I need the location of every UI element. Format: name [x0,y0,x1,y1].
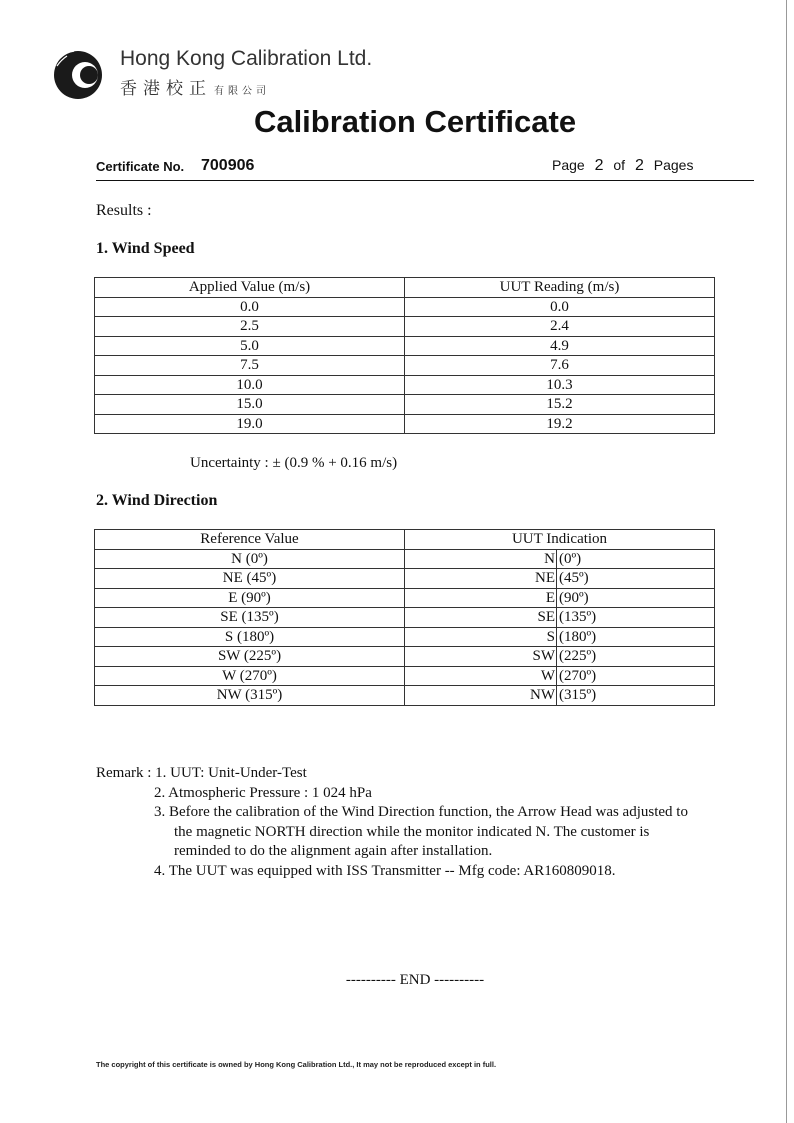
table-header-row [95,278,715,298]
certificate-info-row [96,156,754,180]
pages-word: Pages [653,157,694,173]
applied-value: 5.0 [95,336,405,356]
uut-direction: SW [405,647,557,666]
uut-reading: 7.6 [405,356,715,376]
table-row [95,588,715,608]
table-row [95,549,715,569]
table-row [95,686,715,706]
page-total: 2 [634,157,644,174]
applied-value: 2.5 [95,317,405,337]
applied-value: 10.0 [95,375,405,395]
wind-speed-heading: 1. Wind Speed [96,240,195,257]
uut-direction: NE [405,569,557,588]
page-title: Calibration Certificate [253,104,577,139]
wind-direction-table [94,529,715,706]
end-marker: ---------- END ---------- [345,972,485,988]
page-current: 2 [594,157,604,174]
uut-degrees: (270º) [559,667,597,684]
uut-indication [405,686,715,706]
uut-degrees: (45º) [559,570,589,586]
uut-reading: 19.2 [405,414,715,434]
table-row [95,356,715,376]
uut-reading: 4.9 [405,336,715,356]
applied-value: 15.0 [95,395,405,415]
uut-degrees: (180º) [559,628,597,645]
page-of-word: of [613,157,626,173]
crescent-logo-icon [52,48,106,102]
remarks-section [96,764,736,881]
reference-value: SE (135º) [95,608,405,628]
column-header-uut-indication: UUT Indication [405,530,715,550]
certificate-number: 700906 [201,157,255,174]
table-row [95,317,715,337]
uut-indication [405,549,715,569]
table-row [95,395,715,415]
table-row [95,569,715,589]
uut-reading: 15.2 [405,395,715,415]
column-header-uut-reading: UUT Reading (m/s) [405,278,715,298]
uut-indication [405,588,715,608]
wind-speed-table [94,277,715,434]
page-word: Page [552,157,585,173]
table-row [95,647,715,667]
table-header-row [95,530,715,550]
reference-value: W (270º) [95,666,405,686]
table-row [95,297,715,317]
company-name-chinese-main: 香港校正 [120,79,212,99]
certificate-number-label: Certificate No. [96,159,185,174]
uut-reading: 0.0 [405,297,715,317]
remark-item-continuation: reminded to do the alignment again after installation. [174,843,493,859]
company-name-chinese [120,74,270,99]
reference-value: NW (315º) [95,686,405,706]
applied-value: 0.0 [95,297,405,317]
uut-degrees: (0º) [559,550,582,567]
column-header-reference: Reference Value [95,530,405,550]
remark-item: 4. The UUT was equipped with ISS Transmitter -- Mfg code: AR160809018. [154,862,616,879]
uut-direction: N [405,550,557,569]
column-header-applied: Applied Value (m/s) [95,278,405,298]
uut-direction: NW [405,686,557,705]
uut-indication [405,647,715,667]
company-name-english: Hong Kong Calibration Ltd. [120,47,373,70]
page-indicator [552,157,693,175]
table-row [95,375,715,395]
copyright-notice: The copyright of this certificate is owned by Hong Kong Calibration Ltd., It may not be reproduced except in full. [96,1060,497,1069]
remark-item-continuation: the magnetic NORTH direction while the monitor indicated N. The customer is [174,823,650,840]
reference-value: N (0º) [95,549,405,569]
remark-item [96,764,736,784]
uut-indication [405,569,715,589]
wind-direction-heading: 2. Wind Direction [96,492,218,509]
uut-degrees: (225º) [559,648,597,664]
applied-value: 7.5 [95,356,405,376]
uut-degrees: (135º) [559,609,597,625]
reference-value: E (90º) [95,588,405,608]
applied-value: 19.0 [95,414,405,434]
reference-value: NE (45º) [95,569,405,589]
remark-item: 2. Atmospheric Pressure : 1 024 hPa [154,784,372,801]
uut-direction: S [405,628,557,647]
uut-degrees: (315º) [559,687,597,703]
uut-direction: SE [405,608,557,627]
uut-reading: 10.3 [405,375,715,395]
company-name-chinese-suffix: 有限公司 [214,86,270,97]
uut-direction: E [405,589,557,608]
reference-value: S (180º) [95,627,405,647]
uut-indication [405,627,715,647]
table-row [95,336,715,356]
uut-indication [405,666,715,686]
table-row [95,608,715,628]
results-label: Results : [96,202,152,219]
remarks-label: Remark : [96,765,156,781]
remark-text: 1. UUT: Unit-Under-Test [155,765,307,781]
remark-item: 3. Before the calibration of the Wind Direction function, the Arrow Head was adjusted to [154,804,688,820]
uut-degrees: (90º) [559,589,589,606]
table-row [95,666,715,686]
scan-edge-line [786,0,787,1123]
uut-indication [405,608,715,628]
uncertainty-statement: Uncertainty : ± (0.9 % + 0.16 m/s) [190,455,398,471]
reference-value: SW (225º) [95,647,405,667]
uut-direction: W [405,667,557,686]
header-divider [96,180,754,181]
uut-reading: 2.4 [405,317,715,337]
table-row [95,627,715,647]
table-row [95,414,715,434]
